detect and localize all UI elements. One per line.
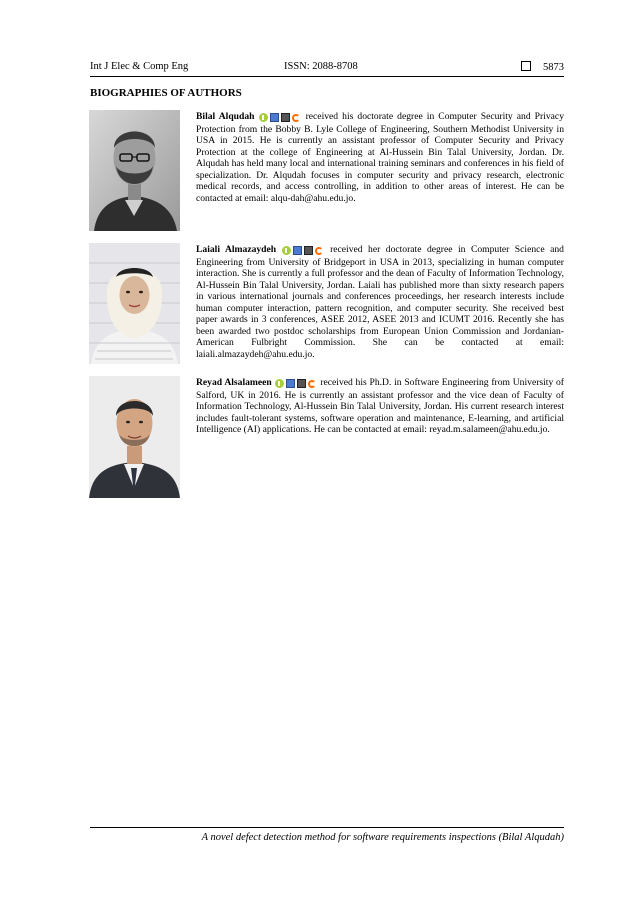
google-scholar-icon[interactable]	[293, 246, 302, 255]
author-photo-reyad-alsalameen	[89, 376, 180, 498]
author-name: Bilal Alqudah	[196, 111, 255, 122]
portrait-image	[89, 110, 180, 231]
page-footer	[90, 827, 564, 843]
profile-icons	[259, 112, 302, 124]
orcid-icon[interactable]	[275, 379, 284, 388]
section-title: BIOGRAPHIES OF AUTHORS	[90, 87, 242, 99]
web-of-science-icon[interactable]	[304, 246, 313, 255]
author-photo-laiali-almazaydeh	[89, 243, 180, 364]
author-photo-bilal-alqudah	[89, 110, 180, 231]
orcid-icon[interactable]	[282, 246, 291, 255]
author-bio-text: received his doctorate degree in Computer Security and Privacy Protection from the Bobby B. Lyle College of Engineering, Southern Methodist University in USA in 2015. He is currently an assistant professor of Computer Security and Privacy Protection at the college of Engineering at Al-Hussein Bin Talal University, Jordan. Dr. Alqudah has held many local and international training seminars and conferences in his field of specialization. Dr. Alqudah focuses in computer security and privacy research, electronic medical records, and access controlling, in addition to other areas of interest. He can be contacted at email: alqu-dah@ahu.edu.jo.	[196, 111, 564, 204]
scopus-icon[interactable]	[308, 380, 316, 388]
orcid-icon[interactable]	[259, 113, 268, 122]
author-name: Reyad Alsalameen	[196, 377, 272, 388]
running-title: A novel defect detection method for software requirements inspections (Bilal Alqudah)	[201, 832, 564, 843]
author-bio-text: received her doctorate degree in Computer Science and Engineering from University of Bridgeport in USA in 2013, specializing in human computer interaction. She is currently a full professor and the dean of Faculty of Information Technology, Al-Hussein Bin Talal University, Jordan. Laiali has published more than sixty research papers in various international journals and conferences proceedings, her research interests include human computer interaction, pattern recognition, and computer security. She received best paper awards in 3 conferences, ASEE 2012, ASEE 2013 and ICUMT 2016. Recently she has been awarded two postdoc scholarships from European Union Commission and Jordanian-American Fulbright Commission. She can be contacted at email: laiali.almazaydeh@ahu.edu.jo.	[196, 244, 564, 360]
author-bio-bilal-alqudah	[196, 111, 564, 204]
issn: ISSN: 2088-8708	[284, 61, 358, 72]
portrait-image	[89, 376, 180, 498]
scopus-icon[interactable]	[315, 247, 323, 255]
box-symbol-icon	[521, 61, 531, 71]
page-number: 5873	[543, 62, 564, 73]
scopus-icon[interactable]	[292, 114, 300, 122]
page-header	[90, 60, 564, 77]
author-bio-reyad-alsalameen	[196, 377, 564, 436]
profile-icons	[275, 378, 318, 390]
google-scholar-icon[interactable]	[286, 379, 295, 388]
author-bio-text: received his Ph.D. in Software Engineering from University of Salford, UK in 2016. He is currently an assistant professor and the vice dean of Faculty of Information Technology, Al-Hussein Bin Talal University, Jordan. His current research interest includes fault-tolerant systems, software operation and maintenance, E-learning, and artificial Intelligence (AI) applications. He can be contacted at email: reyad.m.salameen@ahu.edu.jo.	[196, 377, 565, 435]
author-bio-laiali-almazaydeh	[196, 244, 564, 360]
web-of-science-icon[interactable]	[281, 113, 290, 122]
web-of-science-icon[interactable]	[297, 379, 306, 388]
portrait-image	[89, 243, 180, 364]
profile-icons	[282, 245, 325, 257]
journal-name: Int J Elec & Comp Eng	[90, 61, 189, 72]
author-name: Laiali Almazaydeh	[196, 244, 277, 255]
google-scholar-icon[interactable]	[270, 113, 279, 122]
page-number-group	[521, 61, 564, 73]
